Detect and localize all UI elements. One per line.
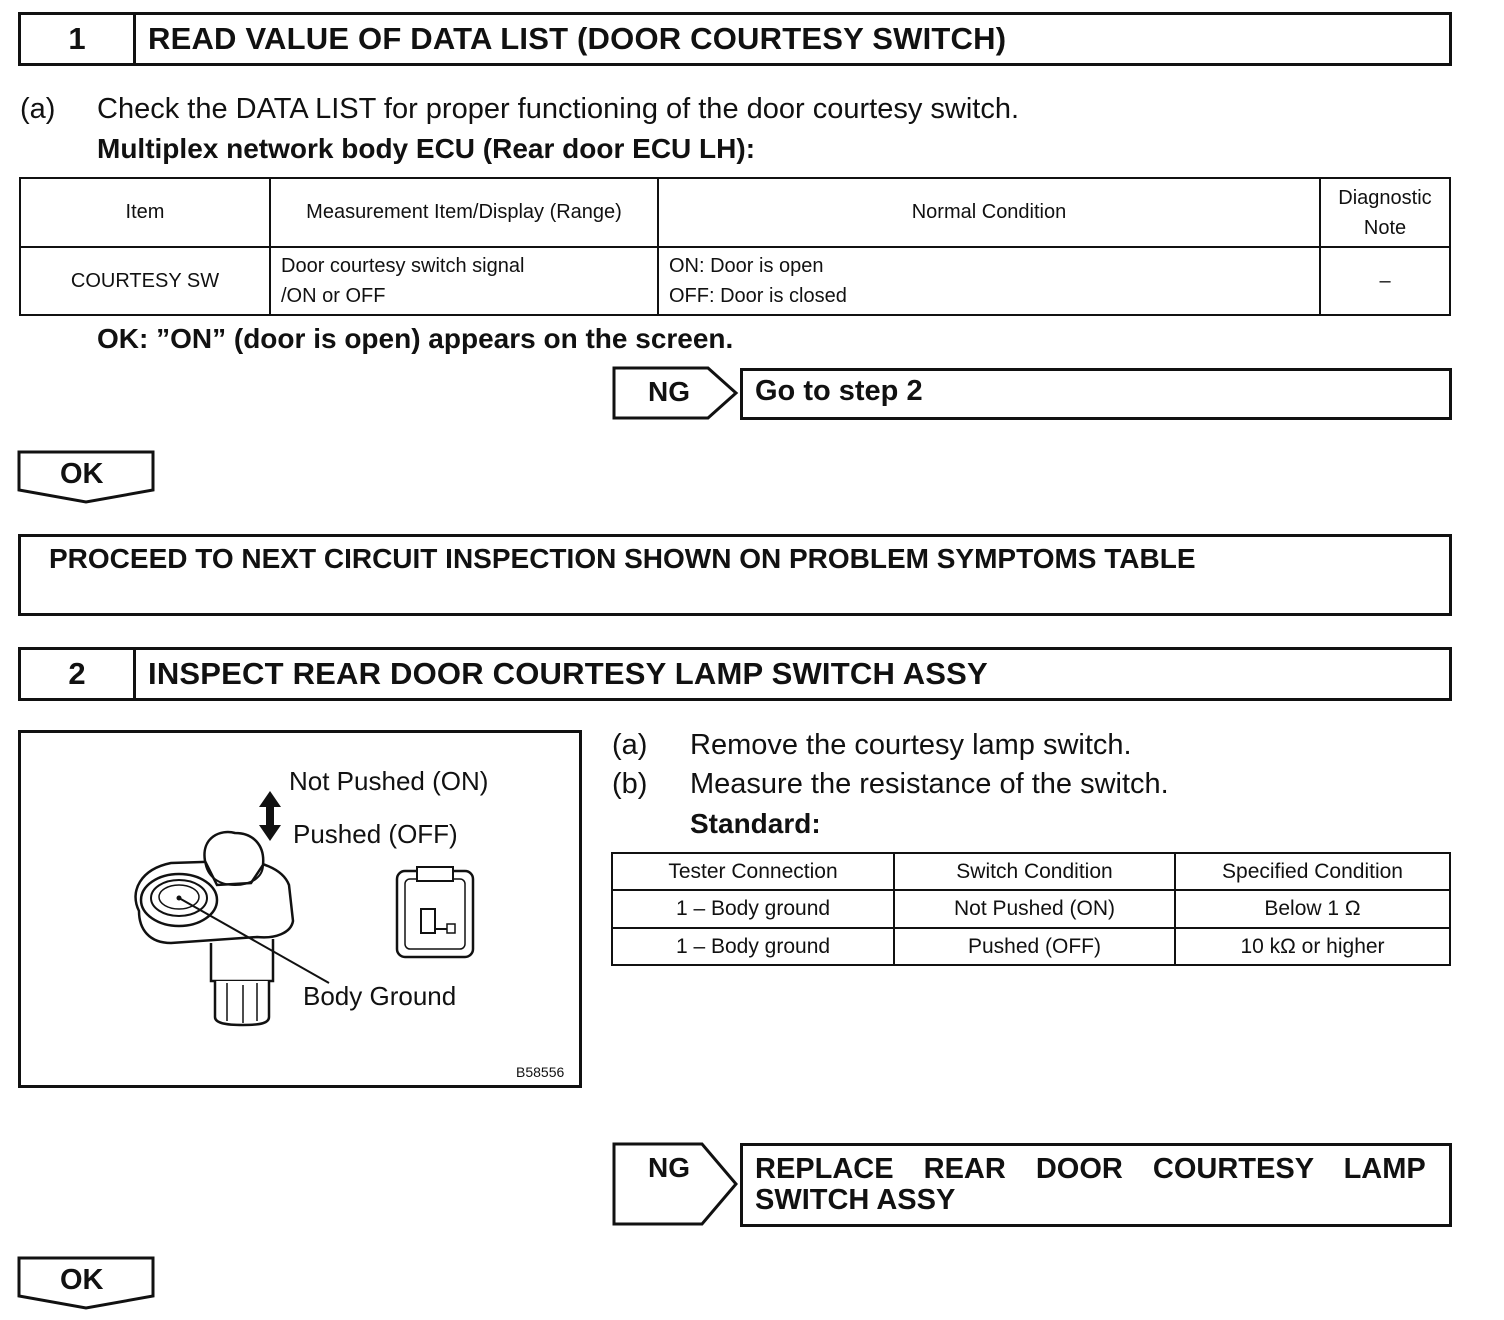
table-cell (658, 247, 1320, 315)
list-marker: (a) (612, 729, 648, 761)
table-cell: Below 1 Ω (1175, 890, 1450, 928)
cell-line: ON: Door is open (669, 255, 824, 277)
ng-action-text: Go to step 2 (755, 375, 923, 407)
table-header-cell: Switch Condition (894, 853, 1175, 890)
step-title: INSPECT REAR DOOR COURTESY LAMP SWITCH ASSY (148, 656, 988, 691)
step-title: READ VALUE OF DATA LIST (DOOR COURTESY SWITCH) (148, 21, 1007, 56)
table-header-cell: Specified Condition (1175, 853, 1450, 890)
table-cell: 1 – Body ground (612, 928, 894, 965)
ecu-subtitle: Multiplex network body ECU (Rear door ECU LH): (97, 133, 756, 164)
table-header-cell: Item (20, 178, 270, 247)
cell-line: /ON or OFF (281, 285, 386, 307)
connector-icon (397, 867, 473, 957)
instruction-text: Remove the courtesy lamp switch. (690, 729, 1132, 761)
cell-line: Door courtesy switch signal (281, 255, 525, 277)
ok-label: OK (60, 458, 104, 490)
table-cell: 10 kΩ or higher (1175, 928, 1450, 965)
list-marker: (b) (612, 768, 648, 800)
table-row (612, 928, 1450, 965)
ng-action-box[interactable] (740, 368, 1452, 420)
step-1-header (18, 12, 1452, 66)
ok-criterion: OK: ”ON” (door is open) appears on the screen. (97, 323, 734, 354)
ok-label: OK (60, 1264, 104, 1296)
step-2-header (18, 647, 1452, 701)
ng-action-box[interactable] (740, 1143, 1452, 1227)
list-marker: (a) (20, 93, 56, 125)
table-row (20, 247, 1450, 315)
table-cell: Pushed (OFF) (894, 928, 1175, 965)
label-pushed: Pushed (OFF) (293, 819, 458, 849)
step-number: 1 (21, 15, 136, 63)
ng-action-text: SWITCH ASSY (755, 1184, 956, 1216)
table-header-cell (1320, 178, 1450, 247)
table-cell: 1 – Body ground (612, 890, 894, 928)
table-header-cell: Normal Condition (658, 178, 1320, 247)
label-body-ground: Body Ground (303, 981, 457, 1011)
table-header-row (20, 178, 1450, 247)
ng-action-text: REPLACE REAR DOOR COURTESY LAMP (755, 1153, 1426, 1185)
instruction-text: Measure the resistance of the switch. (690, 768, 1169, 800)
table-cell: COURTESY SW (20, 247, 270, 315)
proceed-box (18, 534, 1452, 616)
standard-table (611, 852, 1451, 966)
ng-label: NG (648, 376, 690, 407)
table-header-cell: Tester Connection (612, 853, 894, 890)
push-direction-icon (259, 791, 281, 841)
standard-heading: Standard: (690, 808, 821, 839)
table-row (612, 890, 1450, 928)
ng-action-line (755, 1154, 1437, 1185)
table-cell: Not Pushed (ON) (894, 890, 1175, 928)
diagnostic-note-header: Diagnostic Note (1338, 186, 1432, 239)
label-not-pushed: Not Pushed (ON) (289, 766, 489, 796)
figure-code: B58556 (516, 1064, 565, 1080)
table-cell: – (1320, 247, 1450, 315)
proceed-text: PROCEED TO NEXT CIRCUIT INSPECTION SHOWN ON PROBLEM SYMPTOMS TABLE (49, 543, 1196, 574)
table-cell (270, 247, 658, 315)
step-number: 2 (21, 650, 136, 698)
table-header-row (612, 853, 1450, 890)
ng-label: NG (648, 1152, 690, 1183)
instruction-text: Check the DATA LIST for proper functioning of the door courtesy switch. (97, 93, 1020, 125)
cell-line: OFF: Door is closed (669, 285, 847, 307)
switch-illustration (18, 730, 582, 1088)
table-header-cell: Measurement Item/Display (Range) (270, 178, 658, 247)
data-list-table (19, 177, 1451, 316)
